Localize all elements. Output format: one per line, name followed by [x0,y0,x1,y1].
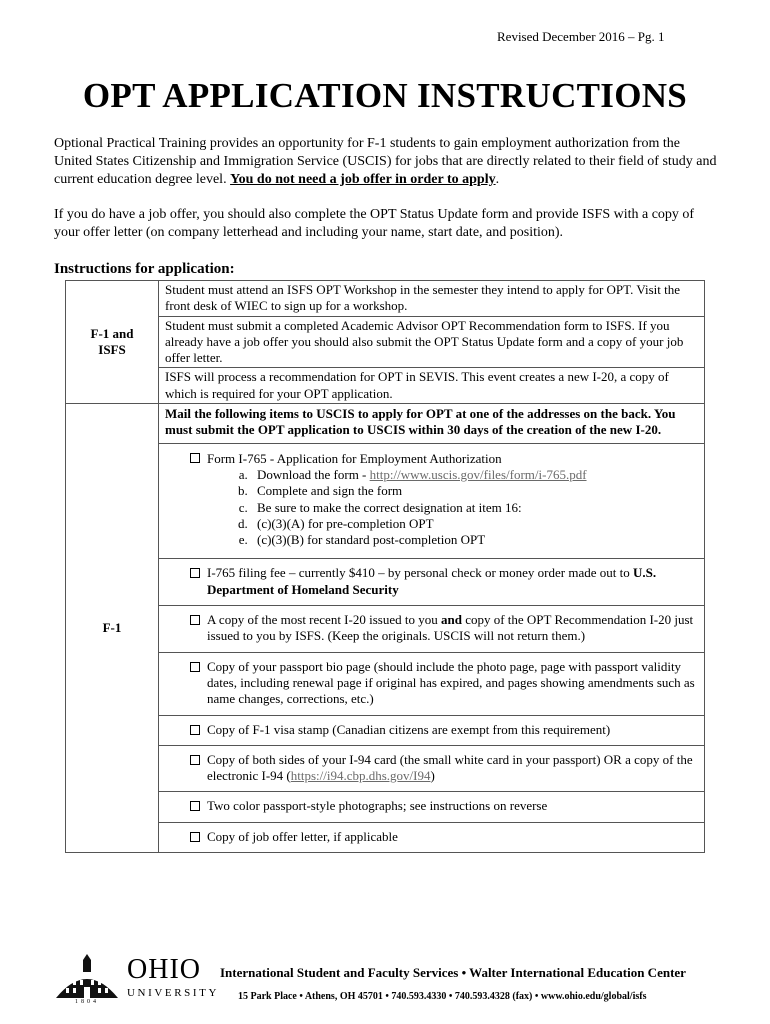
workshop-step: Student must attend an ISFS OPT Workshop in the semester they intend to apply for OPT. Visit the front desk of WIEC to sign up for a workshop. [159,281,705,317]
checklist-item-offer-letter [159,822,705,852]
i20-text: A copy of the most recent I-20 issued to you [207,612,441,628]
logo-wordmark: OHIO [127,954,201,985]
i20-and: and [440,612,462,628]
page-title: OPT APPLICATION INSTRUCTIONS [82,76,688,115]
checklist-item-i20 [159,606,705,653]
intro-emphasis: You do not need a job offer in order to apply [230,172,496,187]
group-label-line: F-1 and [90,325,134,341]
item-text: Copy of your passport bio page (should include the photo page, page with passport validity dates, including renewal page if original has expired, and pages showing amendments such as name changes, corrections, etc.) [207,658,695,707]
checklist-item-i94 [159,745,705,792]
revision-date: Revised December 2016 – Pg. 1 [497,29,665,44]
recommendation-step: Student must submit a completed Academic Advisor OPT Recommendation form to ISFS. If you already have a job offer you should also submit the OPT Status Update form and a copy of your job offer letter. [159,316,705,368]
cutler-hall-icon [52,954,122,1004]
checklist-item-photos [159,792,705,822]
list-item: c. Be sure to make the correct designation at item 16: [251,500,698,516]
fee-text: I-765 filing fee – currently $410 – by personal check or money order made out to [207,565,633,581]
checkbox[interactable] [190,801,200,811]
download-label: Download the form - [257,466,370,482]
list-item: b. Complete and sign the form [251,483,698,499]
intro-paragraph [54,135,719,189]
group-label-f1: F-1 [66,404,159,853]
group-label-f1-isfs [66,281,159,404]
logo-year: 1804 [75,999,99,1004]
item-text: Two color passport-style photographs; see instructions on reverse [207,798,548,814]
item-text [207,752,698,785]
checkbox[interactable] [190,832,200,842]
checkbox[interactable] [190,453,200,463]
checklist-item-i765 [159,443,705,559]
i20-text: copy of the OPT Recommendation I-20 just issued to you by ISFS. (Keep the originals. USCIS will not return them.) [207,612,694,644]
i94-text: Copy of both sides of your I-94 card (the small white card in your passport) OR a copy of the electronic I-94 ( [207,751,693,784]
item-text: Copy of F-1 visa stamp (Canadian citizens are exempt from this requirement) [207,721,611,737]
checkbox[interactable] [190,615,200,625]
intro-end: . [495,172,500,187]
section-heading: Instructions for application: [54,261,235,277]
i94-end: ) [430,768,435,784]
checkbox[interactable] [190,725,200,735]
ohio-university-logo [52,954,219,1004]
checklist-item-fee [159,559,705,606]
checkbox[interactable] [190,568,200,578]
checklist-item-passport [159,652,705,715]
footer-contact: 15 Park Place • Athens, OH 45701 • 740.593.4330 • 740.593.4328 (fax) • www.ohio.edu/global/isfs [238,991,647,1002]
item-text [207,565,698,598]
item-text [207,612,698,645]
checkbox[interactable] [190,662,200,672]
list-item [251,467,698,483]
item-text: Copy of job offer letter, if applicable [207,828,398,844]
checklist-item-visa [159,715,705,745]
i94-link[interactable]: https://i94.cbp.dhs.gov/I94 [290,768,431,784]
item-text: Form I-765 - Application for Employment Authorization [207,450,502,466]
i765-steps [187,467,698,548]
sevis-step: ISFS will process a recommendation for OPT in SEVIS. This event creates a new I-20, a copy of which is required for your OPT application. [159,368,705,404]
instructions-table [65,280,705,853]
logo-subtitle: UNIVERSITY [127,987,219,999]
mail-instructions: Mail the following items to USCIS to apply for OPT at one of the addresses on the back. You must submit the OPT application to USCIS within 30 days of the creation of the new I-20. [159,404,705,444]
group-label-line: ISFS [98,342,126,358]
intro-text: Optional Practical Training provides an opportunity for F-1 students to gain employment authorization from the United States Citizenship and Immigration Service (USCIS) for jobs that are directly related to their field of study and current education degree level. [54,136,717,187]
i765-form-link[interactable]: http://www.uscis.gov/files/form/i-765.pdf [369,466,587,482]
list-item: e. (c)(3)(B) for standard post-completion OPT [251,532,698,548]
footer-office: International Student and Faculty Services • Walter International Education Center [220,965,686,980]
list-item: d. (c)(3)(A) for pre-completion OPT [251,516,698,532]
checkbox[interactable] [190,755,200,765]
job-offer-paragraph: If you do have a job offer, you should also complete the OPT Status Update form and provide ISFS with a copy of your offer letter (on company letterhead and including your name, start date, and position). [54,207,695,240]
fee-payee: U.S. Department of Homeland Security [207,565,657,597]
